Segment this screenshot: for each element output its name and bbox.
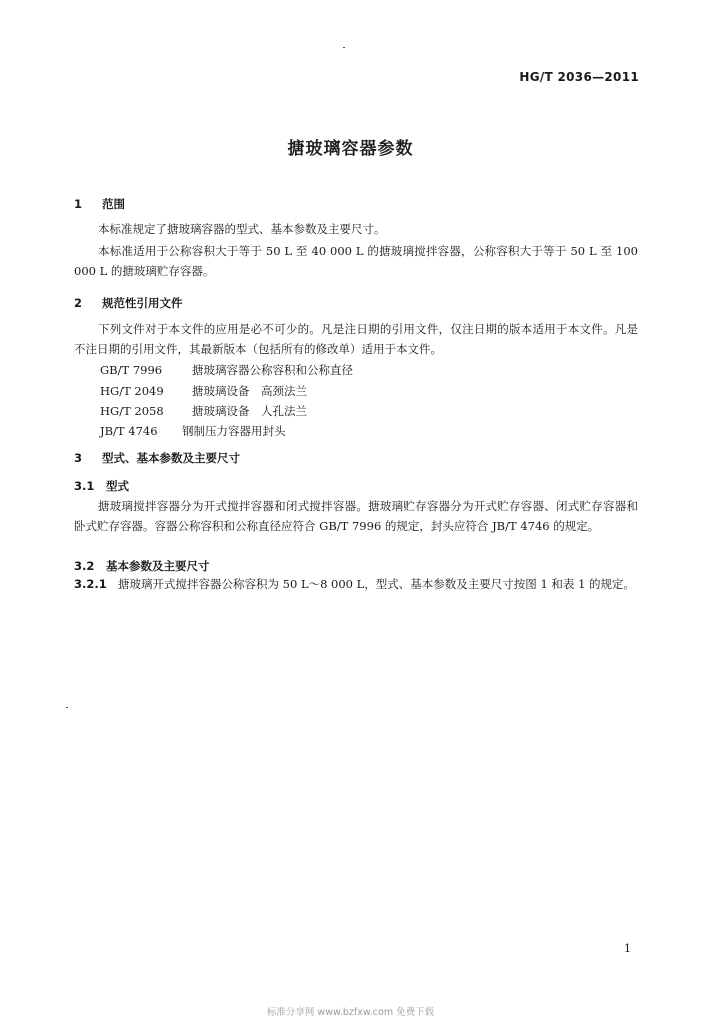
section-3-2-heading [74, 558, 210, 574]
clause-text: 搪玻璃开式搅拌容器公称容积为 50 L～8 000 L，型式、基本参数及主要尺寸按图 1 和表 1 的规定。 [118, 577, 636, 591]
reference-item [100, 383, 307, 399]
section-number: 3 [74, 451, 83, 465]
scan-speck [66, 707, 68, 708]
section-2-paragraph-1: 下列文件对于本文件的应用是必不可少的。凡是注日期的引用文件，仅注日期的版本适用于本文件。凡是不注日期的引用文件，其最新版本（包括所有的修改单）适用于本文件。 [74, 322, 638, 356]
reference-title: 搪玻璃设备 人孔法兰 [192, 404, 307, 418]
scan-speck [343, 47, 345, 48]
section-number: 2 [74, 296, 83, 310]
reference-code: JB/T 4746 [100, 424, 158, 438]
section-number: 3.1 [74, 479, 95, 493]
section-title: 型式、基本参数及主要尺寸 [102, 451, 240, 465]
section-title: 规范性引用文件 [102, 296, 183, 310]
section-number: 1 [74, 197, 83, 211]
section-title: 型式 [106, 479, 129, 493]
section-3-heading [74, 450, 240, 466]
section-number: 3.2 [74, 559, 95, 573]
reference-item [100, 403, 307, 419]
section-title: 基本参数及主要尺寸 [106, 559, 210, 573]
clause-number: 3.2.1 [74, 577, 107, 591]
reference-item [100, 423, 286, 439]
page-number: 1 [624, 942, 631, 955]
section-1-heading [74, 196, 125, 212]
section-1-paragraph-2: 本标准适用于公称容积大于等于 50 L 至 40 000 L 的搪玻璃搅拌容器，公称容积大于等于 50 L 至 100 000 L 的搪玻璃贮存容器。 [74, 244, 638, 278]
section-title: 范围 [102, 197, 125, 211]
reference-code: HG/T 2058 [100, 404, 164, 418]
standard-code: HG/T 2036—2011 [519, 70, 639, 84]
section-2-heading [74, 295, 183, 311]
document-title: 搪玻璃容器参数 [287, 139, 414, 159]
watermark: 标准分享网 www.bzfxw.com 免费下载 [266, 1007, 435, 1018]
reference-code: HG/T 2049 [100, 384, 164, 398]
reference-title: 搪玻璃设备 高颈法兰 [192, 384, 307, 398]
section-3-1-paragraph: 搪玻璃搅拌容器分为开式搅拌容器和闭式搅拌容器。搪玻璃贮存容器分为开式贮存容器、闭式贮存容器和卧式贮存容器。容器公称容积和公称直径应符合 GB/T 7996 的规定，封头应符合 JB/T 4746 的规定。 [74, 499, 638, 533]
clause-3-2-1 [74, 574, 638, 594]
reference-title: 钢制压力容器用封头 [182, 424, 286, 438]
section-3-1-heading [74, 478, 129, 494]
reference-title: 搪玻璃容器公称容积和公称直径 [192, 363, 353, 377]
reference-item [100, 362, 353, 378]
reference-code: GB/T 7996 [100, 363, 163, 377]
section-1-paragraph-1: 本标准规定了搪玻璃容器的型式、基本参数及主要尺寸。 [98, 222, 386, 236]
